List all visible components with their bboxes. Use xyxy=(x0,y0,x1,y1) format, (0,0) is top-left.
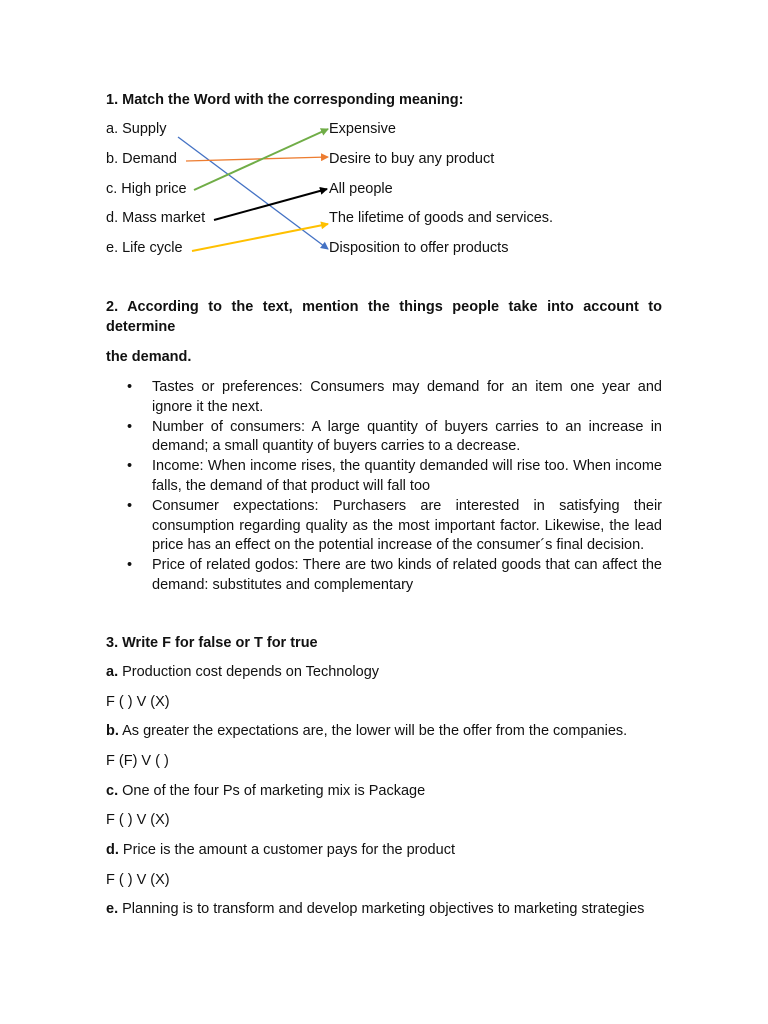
q3-item-d xyxy=(106,842,455,858)
meaning-disposition: Disposition to offer products xyxy=(329,240,509,256)
arrow-highprice-expensive xyxy=(194,129,328,190)
meaning-all-people: All people xyxy=(329,181,393,197)
list-item xyxy=(106,556,662,596)
bullet-text: Number of consumers: A large quantity of buyers carries to an increase in demand; a small quantity of buyers carries to a decrease. xyxy=(152,418,662,455)
item-letter: e. xyxy=(106,901,119,917)
q1-title: 1. Match the Word with the corresponding meaning: xyxy=(106,92,464,108)
q2-title-line1: 2. According to the text, mention the things people take into account to xyxy=(106,299,662,315)
bullet-dot: • xyxy=(127,418,133,435)
item-text: One of the four Ps of marketing mix is Package xyxy=(118,783,426,799)
item-text: Price is the amount a customer pays for the product xyxy=(118,842,455,858)
bullet-dot: • xyxy=(127,497,133,514)
list-item xyxy=(106,418,662,458)
q3-item-e xyxy=(106,901,644,917)
bullet-text: Tastes or preferences: Consumers may demand for an item one year and ignore it the next. xyxy=(152,379,662,415)
bullet-text: Income: When income rises, the quantity demanded will rise too. When income falls, the demand of that product will fall too xyxy=(152,458,662,494)
item-text: As greater the expectations are, the lower will be the offer from the companies. xyxy=(118,723,628,739)
meaning-expensive: Expensive xyxy=(329,121,396,137)
bullet-dot: • xyxy=(127,458,133,475)
item-letter: c. xyxy=(106,783,119,799)
list-item xyxy=(106,457,662,497)
list-item xyxy=(106,378,662,418)
word-high-price: c. High price xyxy=(106,181,187,197)
bullet-text: Price of related godos: There are two kinds of related goods that can affect the demand: substitutes and complementary xyxy=(152,557,662,593)
word-mass-market: d. Mass market xyxy=(106,210,206,226)
arrow-massmarket-allpeople xyxy=(214,189,327,220)
word-demand: b. Demand xyxy=(106,151,177,167)
q3-item-a xyxy=(106,664,379,680)
q3-title: 3. Write F for false or T for true xyxy=(106,635,318,651)
word-supply: a. Supply xyxy=(106,121,167,137)
word-life-cycle: e. Life cycle xyxy=(106,240,183,256)
q3-answer-c: F ( ) V (X) xyxy=(106,812,170,828)
item-letter: b. xyxy=(106,723,119,739)
bullet-dot: • xyxy=(127,557,133,574)
q3-item-b xyxy=(106,723,627,739)
q3-item-c xyxy=(106,783,425,799)
list-item xyxy=(106,497,662,556)
q3-answer-a: F ( ) V (X) xyxy=(106,694,170,710)
arrow-supply-disposition xyxy=(178,137,328,249)
meaning-desire: Desire to buy any product xyxy=(329,151,495,167)
q3-answer-b: F (F) V ( ) xyxy=(106,753,169,769)
item-text: Planning is to transform and develop marketing objectives to marketing strategies xyxy=(118,901,645,917)
item-letter: d. xyxy=(106,842,119,858)
bullet-dot: • xyxy=(127,379,133,395)
meaning-lifetime: The lifetime of goods and services. xyxy=(329,210,554,226)
demand-factors-list xyxy=(106,378,662,596)
q2-title-line2: determine xyxy=(106,319,176,335)
item-letter: a. xyxy=(106,664,119,680)
q3-answer-d: F ( ) V (X) xyxy=(106,872,170,888)
item-text: Production cost depends on Technology xyxy=(118,664,380,680)
bullet-text: Consumer expectations: Purchasers are interested in satisfying their consumption regarding quality as the most important factor. Likewise, the lead price has an effect on the potential increase of the consumer´s final decision. xyxy=(152,497,662,554)
q2-subtitle: the demand. xyxy=(106,349,192,365)
arrow-lifecycle-lifetime xyxy=(192,224,328,251)
